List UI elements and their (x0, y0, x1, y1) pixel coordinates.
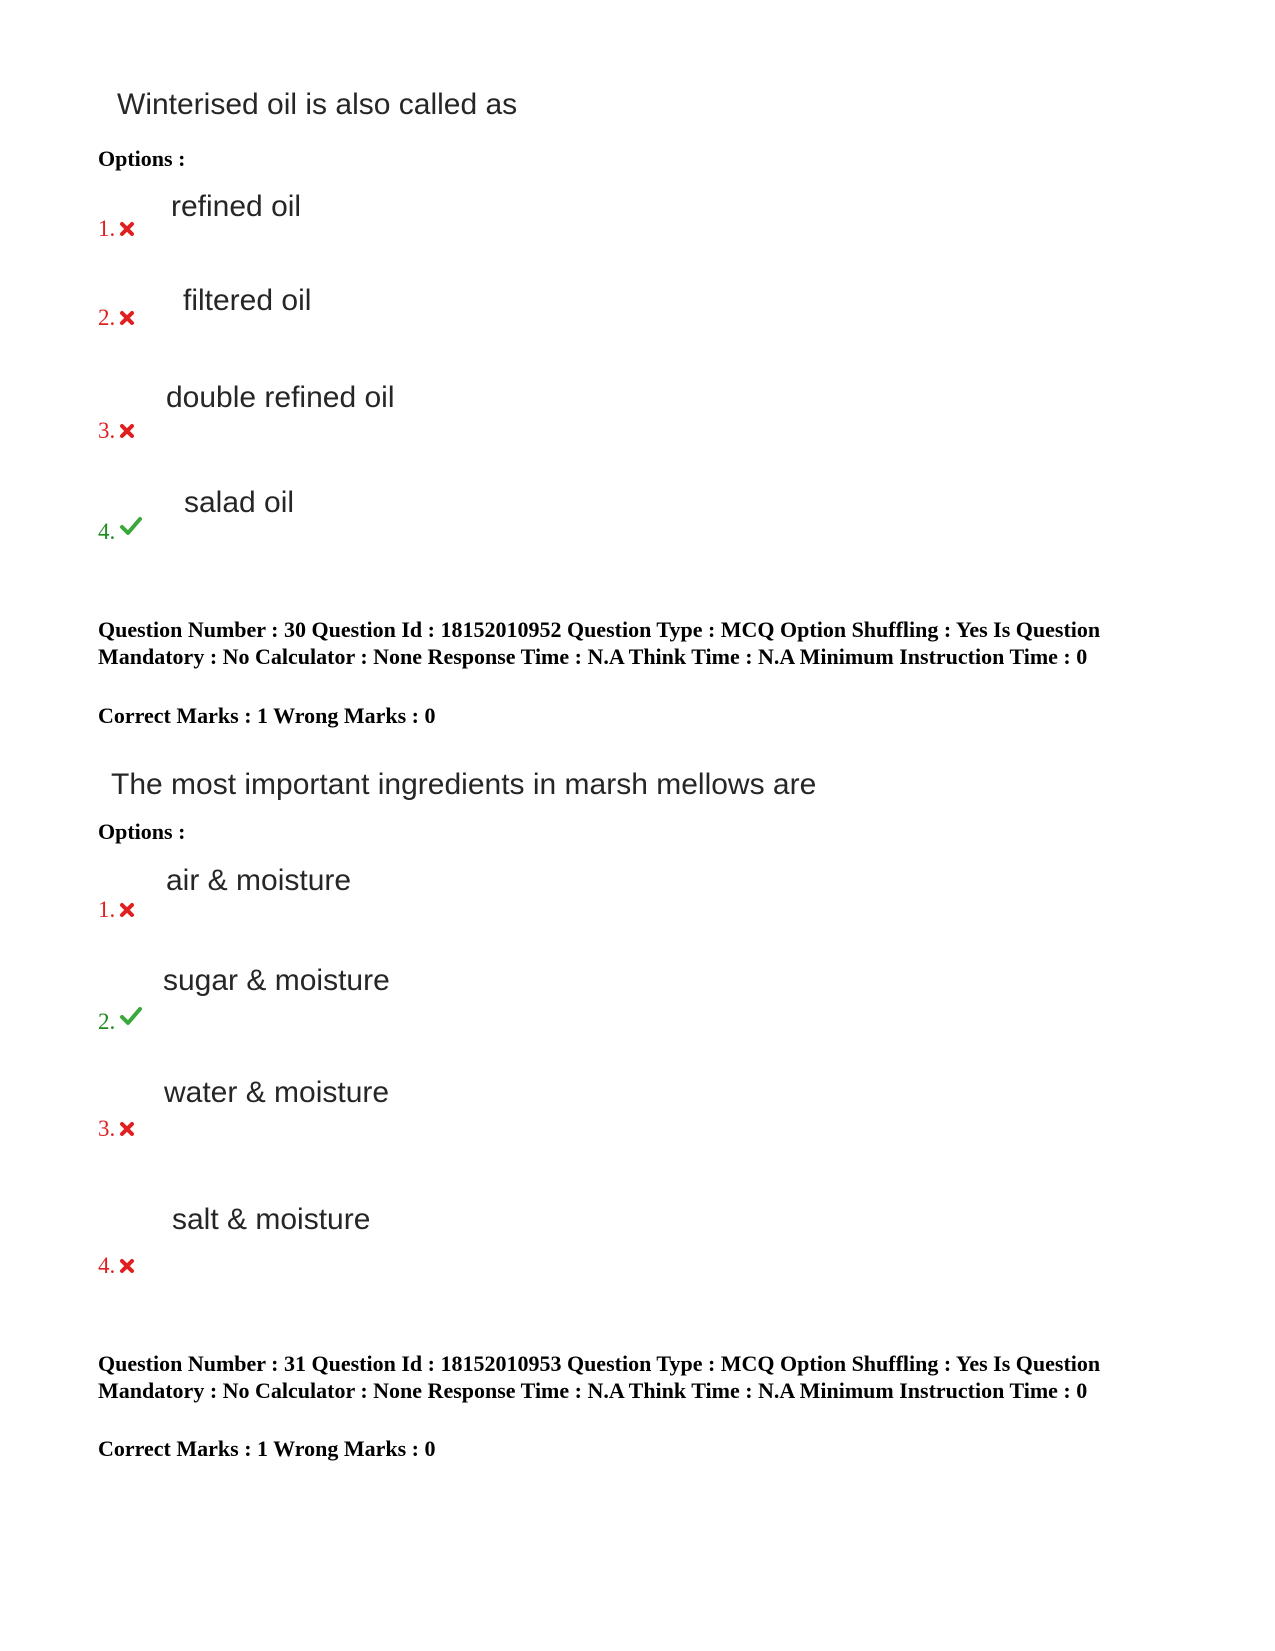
cross-icon (119, 419, 135, 445)
option-number-label: 2. (98, 305, 116, 330)
question-text: The most important ingredients in marsh mellows are (111, 768, 817, 801)
option-text: sugar & moisture (163, 964, 390, 997)
options-label: Options : (98, 819, 186, 844)
cross-icon (119, 306, 135, 332)
option-number (98, 1009, 143, 1037)
option-number (98, 216, 135, 244)
option-number-label: 4. (98, 1253, 116, 1278)
check-icon (119, 1006, 143, 1032)
option-text: double refined oil (166, 381, 395, 414)
question-marks: Correct Marks : 1 Wrong Marks : 0 (98, 1436, 436, 1461)
option-number-label: 3. (98, 418, 116, 443)
option-text: salt & moisture (172, 1203, 371, 1236)
option-text: filtered oil (183, 284, 312, 317)
option-number-label: 1. (98, 216, 116, 241)
option-number (98, 418, 135, 446)
question-meta: Question Number : 31 Question Id : 18152010953 Question Type : MCQ Option Shuffling : Yes Is Question Mandatory : No Calculator : None Response Time : N.A Think Time : N.A Minimum Instruction Time : 0 (98, 1351, 1101, 1403)
question-marks: Correct Marks : 1 Wrong Marks : 0 (98, 703, 436, 728)
option-text: air & moisture (166, 864, 352, 897)
option-number (98, 897, 135, 925)
option-text: refined oil (171, 190, 302, 223)
cross-icon (119, 1254, 135, 1280)
cross-icon (119, 898, 135, 924)
option-number (98, 519, 143, 547)
option-text: water & moisture (164, 1076, 390, 1109)
cross-icon (119, 1117, 135, 1143)
option-number (98, 1116, 135, 1144)
option-number-label: 1. (98, 897, 116, 922)
option-number (98, 305, 135, 333)
option-number-label: 3. (98, 1116, 116, 1141)
options-label: Options : (98, 146, 186, 171)
option-text: salad oil (184, 486, 295, 519)
option-number-label: 4. (98, 519, 116, 544)
question-meta: Question Number : 30 Question Id : 18152010952 Question Type : MCQ Option Shuffling : Yes Is Question Mandatory : No Calculator : None Response Time : N.A Think Time : N.A Minimum Instruction Time : 0 (98, 617, 1101, 669)
cross-icon (119, 217, 135, 243)
question-text: Winterised oil is also called as (117, 88, 518, 121)
option-number (98, 1253, 135, 1281)
option-number-label: 2. (98, 1009, 116, 1034)
check-icon (119, 516, 143, 542)
